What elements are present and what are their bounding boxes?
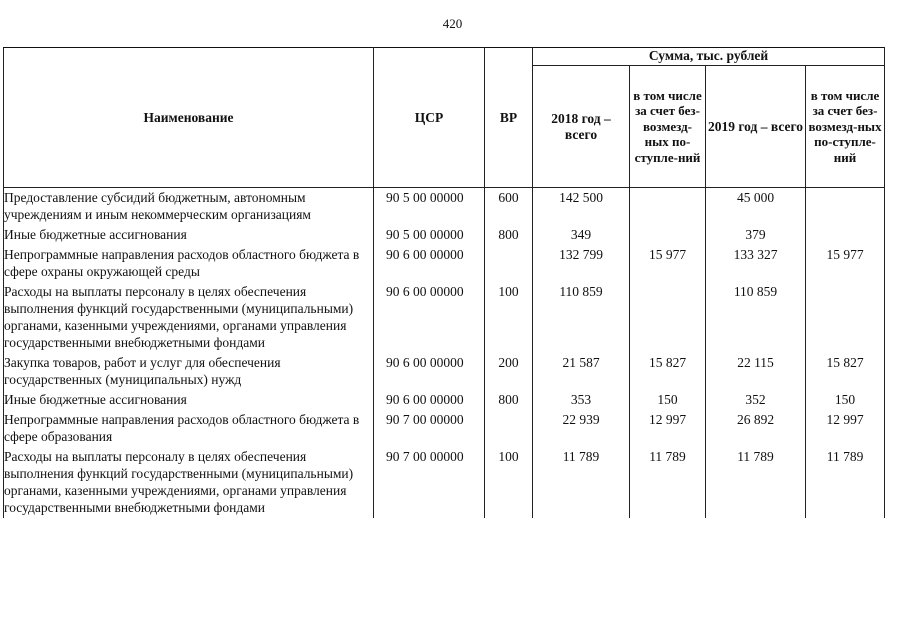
row-2018-total: 142 500: [533, 188, 630, 226]
header-2018-total: 2018 год – всего: [533, 66, 630, 188]
header-2018-grants: в том числе за счет без-возмезд-ных по-ступле-ний: [630, 66, 706, 188]
table-row: [4, 447, 885, 518]
row-name: Расходы на выплаты персоналу в целях обеспечения выполнения функций государственными (муниципальными) органами, казенными учреждениями, органами управления государственными внебюджетными фондами: [4, 447, 374, 518]
table-row: [4, 245, 885, 282]
row-2018-total: 132 799: [533, 245, 630, 282]
row-2019-grants: 12 997: [806, 410, 885, 447]
row-csr: 90 6 00 00000: [374, 390, 485, 410]
page-number: 420: [442, 16, 463, 31]
row-2019-grants: 11 789: [806, 447, 885, 518]
row-2018-total: 349: [533, 225, 630, 245]
row-2019-total: 11 789: [706, 447, 806, 518]
row-name: Иные бюджетные ассигнования: [4, 225, 374, 245]
row-csr: 90 5 00 00000: [374, 225, 485, 245]
row-csr: 90 7 00 00000: [374, 410, 485, 447]
header-csr: ЦСР: [374, 48, 485, 188]
header-2019-grants: в том числе за счет без-возмезд-ных по-ступле-ний: [806, 66, 885, 188]
row-2019-grants: [806, 188, 885, 226]
row-2018-grants: [630, 188, 706, 226]
table-body: [4, 188, 885, 519]
row-vr: 100: [485, 447, 533, 518]
row-2019-total: 45 000: [706, 188, 806, 226]
row-name: Непрограммные направления расходов областного бюджета в сфере образования: [4, 410, 374, 447]
row-csr: 90 5 00 00000: [374, 188, 485, 226]
row-2019-total: 133 327: [706, 245, 806, 282]
row-2018-total: 21 587: [533, 353, 630, 390]
row-vr: 200: [485, 353, 533, 390]
row-2019-grants: 15 977: [806, 245, 885, 282]
table-row: [4, 410, 885, 447]
row-csr: 90 6 00 00000: [374, 353, 485, 390]
header-vr: ВР: [485, 48, 533, 188]
row-vr: 800: [485, 225, 533, 245]
row-2018-total: 22 939: [533, 410, 630, 447]
row-2018-grants: [630, 282, 706, 353]
row-2019-total: 379: [706, 225, 806, 245]
budget-table: [3, 47, 885, 518]
table-row: [4, 390, 885, 410]
header-name: Наименование: [4, 48, 374, 188]
table-row: [4, 225, 885, 245]
row-vr: 100: [485, 282, 533, 353]
row-vr: 800: [485, 390, 533, 410]
table-header: [4, 48, 885, 188]
row-2018-grants: [630, 225, 706, 245]
row-vr: 600: [485, 188, 533, 226]
row-vr: [485, 410, 533, 447]
row-csr: 90 7 00 00000: [374, 447, 485, 518]
row-2019-total: 110 859: [706, 282, 806, 353]
row-2019-grants: [806, 282, 885, 353]
row-name: Расходы на выплаты персоналу в целях обеспечения выполнения функций государственными (муниципальными) органами, казенными учреждениями, органами управления государственными внебюджетными фондами: [4, 282, 374, 353]
row-2019-total: 22 115: [706, 353, 806, 390]
row-name: Иные бюджетные ассигнования: [4, 390, 374, 410]
row-2018-grants: 12 997: [630, 410, 706, 447]
row-name: Закупка товаров, работ и услуг для обеспечения государственных (муниципальных) нужд: [4, 353, 374, 390]
row-vr: [485, 245, 533, 282]
row-2019-grants: [806, 225, 885, 245]
table-row: [4, 188, 885, 226]
row-2018-total: 11 789: [533, 447, 630, 518]
row-2018-grants: 15 827: [630, 353, 706, 390]
row-2019-grants: 15 827: [806, 353, 885, 390]
row-2019-total: 26 892: [706, 410, 806, 447]
table-row: [4, 282, 885, 353]
row-csr: 90 6 00 00000: [374, 282, 485, 353]
header-2019-total: 2019 год – всего: [706, 66, 806, 188]
row-2018-grants: 11 789: [630, 447, 706, 518]
row-csr: 90 6 00 00000: [374, 245, 485, 282]
row-2019-total: 352: [706, 390, 806, 410]
row-2018-grants: 15 977: [630, 245, 706, 282]
row-2018-total: 353: [533, 390, 630, 410]
row-2018-total: 110 859: [533, 282, 630, 353]
row-2018-grants: 150: [630, 390, 706, 410]
table-row: [4, 353, 885, 390]
header-sum-title: Сумма, тыс. рублей: [533, 48, 885, 66]
row-name: Предоставление субсидий бюджетным, автономным учреждениям и иным некоммерческим организациям: [4, 188, 374, 226]
row-name: Непрограммные направления расходов областного бюджета в сфере охраны окружающей среды: [4, 245, 374, 282]
row-2019-grants: 150: [806, 390, 885, 410]
